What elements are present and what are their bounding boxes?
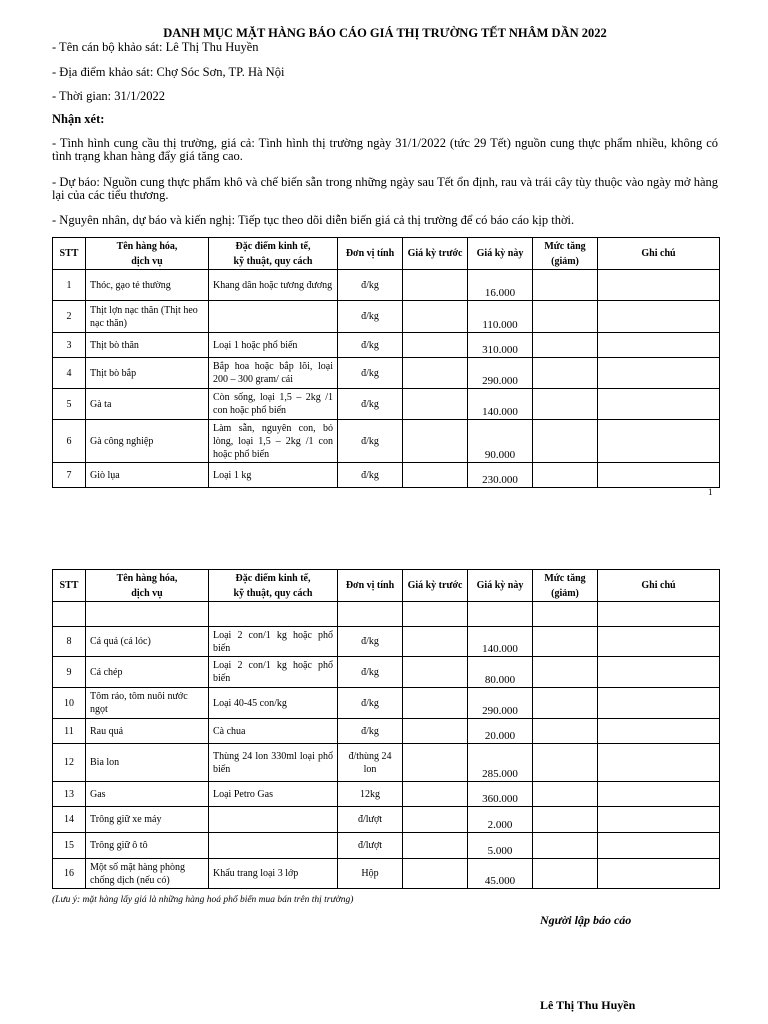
header-prev-price: Giá kỳ trước	[403, 238, 468, 270]
cell-prev-price	[403, 463, 468, 488]
table-row	[53, 782, 720, 807]
cell-item-name: Thóc, gạo tẻ thường	[86, 270, 209, 301]
cell-change	[533, 358, 598, 389]
cell-curr-price: 2.000	[468, 807, 533, 833]
cell-spec: Khẩu trang loại 3 lớp	[209, 859, 338, 889]
cell-unit: đ/kg	[338, 333, 403, 358]
cell-curr-price: 20.000	[468, 719, 533, 744]
cell-unit: đ/kg	[338, 420, 403, 463]
cell-stt: 16	[53, 859, 86, 889]
table-row	[53, 657, 720, 688]
remark-supply: - Tình hình cung cầu thị trường, giá cả: Tình hình thị trường ngày 31/1/2022 (tức 29 Tết) nguồn cung thực phẩm nhiều, không có tình trạng khan hàng đẩy giá tăng cao.	[52, 136, 718, 163]
header-note: Ghi chú	[598, 570, 720, 602]
cell-note	[598, 270, 720, 301]
header-unit: Đơn vị tính	[338, 238, 403, 270]
cell-item-name: Gà ta	[86, 389, 209, 420]
cell-change	[533, 859, 598, 889]
cell-unit: đ/kg	[338, 358, 403, 389]
report-title: DANH MỤC MẶT HÀNG BÁO CÁO GIÁ THỊ TRƯỜNG TẾT NHÂM DẦN 2022	[163, 26, 607, 40]
cell-change	[533, 657, 598, 688]
cell-note	[598, 833, 720, 859]
cell-item-name: Gas	[86, 782, 209, 807]
cell-spec	[209, 807, 338, 833]
cell-unit: 12kg	[338, 782, 403, 807]
cell-item-name: Gà công nghiệp	[86, 420, 209, 463]
cell-curr-price: 16.000	[468, 270, 533, 301]
cell-unit: đ/thùng 24 lon	[338, 744, 403, 782]
cell-note	[598, 782, 720, 807]
cell-change	[533, 688, 598, 719]
cell-note	[598, 463, 720, 488]
cell-spec	[209, 833, 338, 859]
cell-spec: Làm sẵn, nguyên con, bỏ lòng, loại 1,5 – 2kg /1 con hoặc phổ biến	[209, 420, 338, 463]
cell-spec: Bắp hoa hoặc bắp lõi, loại 200 – 300 gram/ cái	[209, 358, 338, 389]
cell-unit: đ/kg	[338, 270, 403, 301]
header-stt: STT	[53, 570, 86, 602]
cell-curr-price: 230.000	[468, 463, 533, 488]
table-row	[53, 358, 720, 389]
cell-stt: 11	[53, 719, 86, 744]
table-row	[53, 859, 720, 889]
header-change: Mức tăng (giảm)	[533, 570, 598, 602]
cell-item-name: Cá quả (cá lóc)	[86, 627, 209, 657]
cell-spec: Loại 1 hoặc phổ biến	[209, 333, 338, 358]
cell-stt: 14	[53, 807, 86, 833]
header-spec: Đặc điểm kinh tế, kỹ thuật, quy cách	[209, 238, 338, 270]
cell-prev-price	[403, 301, 468, 333]
table-row	[53, 627, 720, 657]
cell-prev-price	[403, 833, 468, 859]
cell-prev-price	[403, 358, 468, 389]
time-line: - Thời gian: 31/1/2022	[52, 89, 165, 103]
header-name: Tên hàng hóa, dịch vụ	[86, 238, 209, 270]
cell-spec: Loại 1 kg	[209, 463, 338, 488]
location-line: - Địa điểm khảo sát: Chợ Sóc Sơn, TP. Hà Nội	[52, 65, 285, 79]
cell-note	[598, 627, 720, 657]
page-number: 1	[708, 487, 713, 497]
header-stt: STT	[53, 238, 86, 270]
cell-item-name: Một số mặt hàng phòng chống dịch (nếu có)	[86, 859, 209, 889]
header-curr-price: Giá kỳ này	[468, 570, 533, 602]
table-row	[53, 463, 720, 488]
surveyor-line: - Tên cán bộ khảo sát: Lê Thị Thu Huyền	[52, 40, 259, 54]
header-name: Tên hàng hóa, dịch vụ	[86, 570, 209, 602]
cell-note	[598, 389, 720, 420]
table-row	[53, 807, 720, 833]
blank-row	[53, 602, 720, 627]
cell-prev-price	[403, 719, 468, 744]
cell-spec: Khang dân hoặc tương đương	[209, 270, 338, 301]
cell-stt: 3	[53, 333, 86, 358]
cell-change	[533, 744, 598, 782]
cell-curr-price: 310.000	[468, 333, 533, 358]
header-change: Mức tăng (giảm)	[533, 238, 598, 270]
cell-prev-price	[403, 744, 468, 782]
cell-stt: 2	[53, 301, 86, 333]
cell-change	[533, 463, 598, 488]
remark-forecast: - Dự báo: Nguồn cung thực phẩm khô và chế biến sẵn trong những ngày sau Tết ổn định, rau và trái cây tùy thuộc vào ngày mở hàng lại của các tiểu thương.	[52, 175, 718, 202]
table-row	[53, 744, 720, 782]
cell-change	[533, 782, 598, 807]
cell-stt: 1	[53, 270, 86, 301]
cell-stt: 6	[53, 420, 86, 463]
table-row	[53, 270, 720, 301]
header-spec: Đặc điểm kinh tế, kỹ thuật, quy cách	[209, 570, 338, 602]
header-prev-price: Giá kỳ trước	[403, 570, 468, 602]
cell-change	[533, 719, 598, 744]
cell-change	[533, 627, 598, 657]
cell-curr-price: 290.000	[468, 688, 533, 719]
cell-prev-price	[403, 859, 468, 889]
cell-stt: 12	[53, 744, 86, 782]
cell-item-name: Giò lụa	[86, 463, 209, 488]
table-row	[53, 719, 720, 744]
cell-note	[598, 657, 720, 688]
cell-item-name: Thịt bò thăn	[86, 333, 209, 358]
table-row	[53, 420, 720, 463]
cell-item-name: Thịt bò bắp	[86, 358, 209, 389]
price-table-2	[52, 569, 720, 889]
cell-prev-price	[403, 270, 468, 301]
cell-change	[533, 833, 598, 859]
cell-curr-price: 80.000	[468, 657, 533, 688]
cell-curr-price: 90.000	[468, 420, 533, 463]
cell-curr-price: 285.000	[468, 744, 533, 782]
signature-name: Lê Thị Thu Huyền	[540, 998, 636, 1012]
cell-note	[598, 301, 720, 333]
cell-stt: 4	[53, 358, 86, 389]
header-note: Ghi chú	[598, 238, 720, 270]
table-row	[53, 301, 720, 333]
cell-spec: Loại Petro Gas	[209, 782, 338, 807]
cell-change	[533, 270, 598, 301]
cell-spec: Loại 40-45 con/kg	[209, 688, 338, 719]
table-row	[53, 389, 720, 420]
cell-change	[533, 807, 598, 833]
cell-curr-price: 140.000	[468, 389, 533, 420]
cell-curr-price: 5.000	[468, 833, 533, 859]
cell-note	[598, 719, 720, 744]
cell-change	[533, 301, 598, 333]
cell-item-name: Rau quả	[86, 719, 209, 744]
cell-spec	[209, 301, 338, 333]
cell-item-name: Bia lon	[86, 744, 209, 782]
table-row	[53, 688, 720, 719]
table-header-row	[53, 570, 720, 602]
cell-note	[598, 859, 720, 889]
cell-prev-price	[403, 627, 468, 657]
footnote: (Lưu ý: mặt hàng lấy giá là những hàng hoá phổ biến mua bán trên thị trường)	[52, 895, 354, 905]
cell-unit: đ/kg	[338, 688, 403, 719]
cell-unit: đ/kg	[338, 719, 403, 744]
cell-unit: đ/lượt	[338, 807, 403, 833]
cell-unit: đ/kg	[338, 463, 403, 488]
cell-stt: 8	[53, 627, 86, 657]
cell-item-name: Cá chép	[86, 657, 209, 688]
cell-note	[598, 744, 720, 782]
cell-spec: Cà chua	[209, 719, 338, 744]
cell-change	[533, 389, 598, 420]
cell-stt: 13	[53, 782, 86, 807]
cell-unit: đ/kg	[338, 627, 403, 657]
cell-prev-price	[403, 420, 468, 463]
cell-note	[598, 333, 720, 358]
cell-curr-price: 45.000	[468, 859, 533, 889]
cell-note	[598, 807, 720, 833]
cell-stt: 7	[53, 463, 86, 488]
cell-prev-price	[403, 688, 468, 719]
cell-unit: đ/lượt	[338, 833, 403, 859]
table-row	[53, 333, 720, 358]
header-unit: Đơn vị tính	[338, 570, 403, 602]
cell-spec: Thùng 24 lon 330ml loại phổ biến	[209, 744, 338, 782]
cell-stt: 10	[53, 688, 86, 719]
cell-spec: Loại 2 con/1 kg hoặc phổ biến	[209, 657, 338, 688]
signature-title: Người lập báo cáo	[540, 913, 632, 927]
cell-item-name: Tôm rảo, tôm nuôi nước ngọt	[86, 688, 209, 719]
remark-cause: - Nguyên nhân, dự báo và kiến nghị: Tiếp tục theo dõi diễn biến giá cả thị trường để có báo cáo kịp thời.	[52, 213, 575, 227]
cell-curr-price: 110.000	[468, 301, 533, 333]
cell-unit: đ/kg	[338, 301, 403, 333]
cell-spec: Loại 2 con/1 kg hoặc phổ biến	[209, 627, 338, 657]
cell-stt: 9	[53, 657, 86, 688]
cell-unit: Hộp	[338, 859, 403, 889]
remarks-heading: Nhận xét:	[52, 112, 105, 126]
cell-note	[598, 420, 720, 463]
table-row	[53, 833, 720, 859]
cell-change	[533, 420, 598, 463]
cell-prev-price	[403, 782, 468, 807]
cell-item-name: Trông giữ xe máy	[86, 807, 209, 833]
cell-item-name: Trông giữ ô tô	[86, 833, 209, 859]
table-header-row	[53, 238, 720, 270]
cell-unit: đ/kg	[338, 657, 403, 688]
price-table-1	[52, 237, 720, 488]
cell-stt: 5	[53, 389, 86, 420]
cell-curr-price: 140.000	[468, 627, 533, 657]
cell-stt: 15	[53, 833, 86, 859]
cell-prev-price	[403, 657, 468, 688]
cell-prev-price	[403, 389, 468, 420]
cell-curr-price: 290.000	[468, 358, 533, 389]
cell-curr-price: 360.000	[468, 782, 533, 807]
cell-spec: Còn sống, loại 1,5 – 2kg /1 con hoặc phổ biến	[209, 389, 338, 420]
cell-note	[598, 688, 720, 719]
cell-prev-price	[403, 333, 468, 358]
header-curr-price: Giá kỳ này	[468, 238, 533, 270]
cell-note	[598, 358, 720, 389]
cell-item-name: Thịt lợn nạc thăn (Thịt heo nạc thăn)	[86, 301, 209, 333]
cell-prev-price	[403, 807, 468, 833]
cell-unit: đ/kg	[338, 389, 403, 420]
cell-change	[533, 333, 598, 358]
